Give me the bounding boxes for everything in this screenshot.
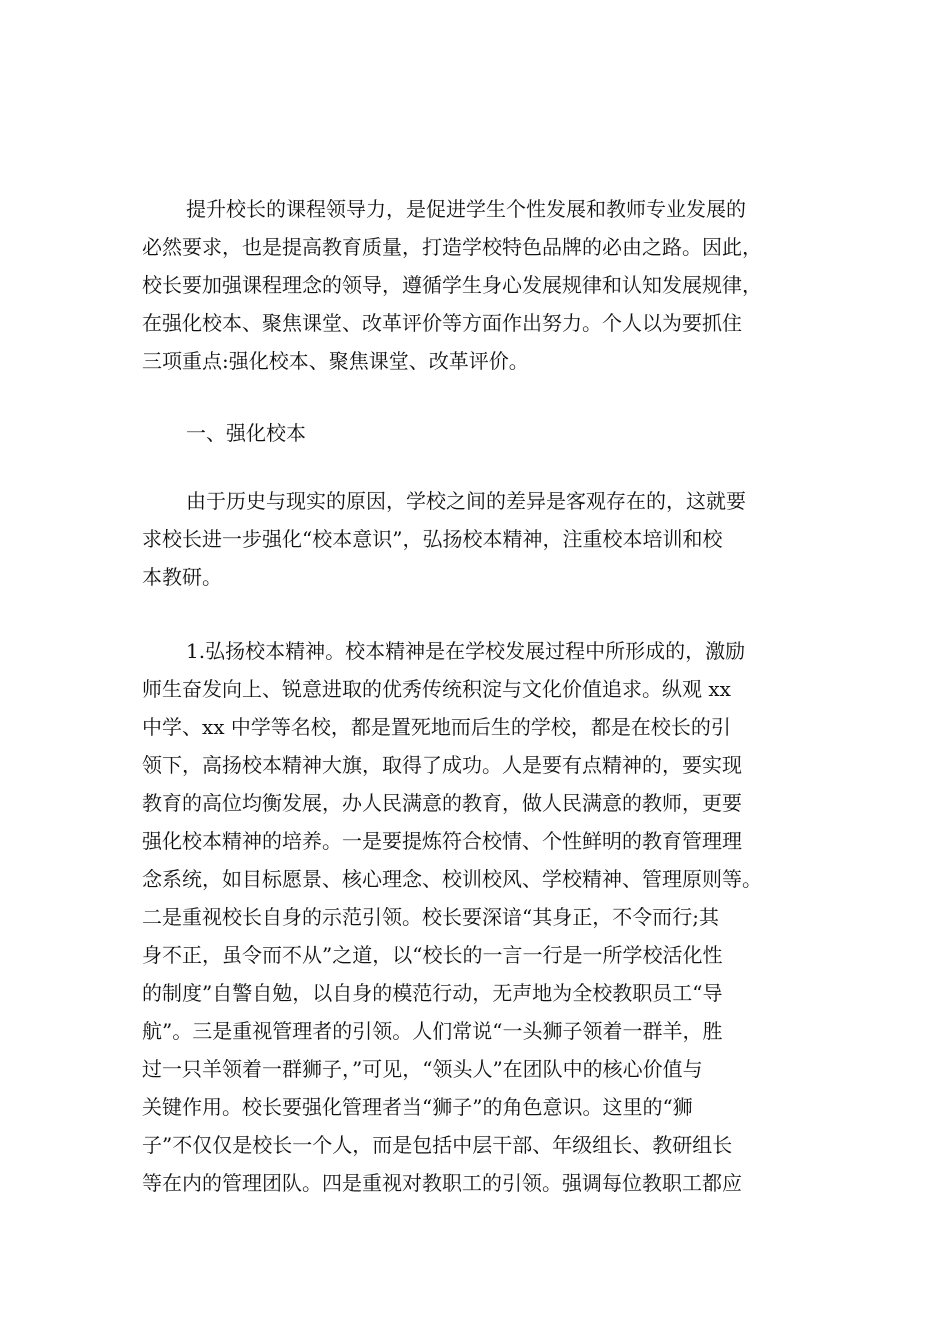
paragraph-line: 子”不仅仅是校长一个人，而是包括中层干部、年级组长、教研组长 — [142, 1133, 733, 1157]
paragraph-line: 必然要求，也是提高教育质量，打造学校特色品牌的必由之路。因此， — [142, 235, 762, 259]
paragraph-line: 过一只羊领着一群狮子，”可见，“领头人”在团队中的核心价值与 — [142, 1057, 703, 1081]
paragraph-line: 念系统，如目标愿景、核心理念、校训校风、学校精神、管理原则等。 — [142, 867, 762, 891]
paragraph-line: 由于历史与现实的原因，学校之间的差异是客观存在的，这就要 — [186, 489, 746, 513]
paragraph-line: 关键作用。校长要强化管理者当“狮子”的角色意识。这里的“狮 — [142, 1095, 693, 1119]
paragraph-line: 身不正，虽令而不从”之道，以“校长的一言一行是一所学校活化性 — [142, 943, 723, 967]
item-1-paragraph — [142, 632, 818, 1202]
paragraph-line: 本教研。 — [142, 565, 222, 589]
paragraph-line: 中学、xx 中学等名校，都是置死地而后生的学校，都是在校长的引 — [142, 715, 731, 739]
paragraph-line: 教育的高位均衡发展，办人民满意的教育，做人民满意的教师，更要 — [142, 791, 742, 815]
paragraph-line: 三项重点:强化校本、聚焦课堂、改革评价。 — [142, 349, 529, 373]
paragraph-line: 二是重视校长自身的示范引领。校长要深谙“其身正，不令而行;其 — [142, 905, 719, 929]
paragraph-line: 校长要加强课程理念的领导，遵循学生身心发展规律和认知发展规律， — [142, 273, 762, 297]
intro-paragraph — [142, 190, 818, 380]
section-intro-paragraph — [142, 482, 818, 596]
paragraph-line: 提升校长的课程领导力，是促进学生个性发展和教师专业发展的 — [186, 197, 746, 221]
paragraph-line: 等在内的管理团队。四是重视对教职工的引领。强调每位教职工都应 — [142, 1171, 742, 1195]
paragraph-line: 的制度”自警自勉，以自身的模范行动，无声地为全校教职员工“导 — [142, 981, 723, 1005]
paragraph-line: 在强化校本、聚焦课堂、改革评价等方面作出努力。个人以为要抓住 — [142, 311, 742, 335]
paragraph-line: 领下，高扬校本精神大旗，取得了成功。人是要有点精神的，要实现 — [142, 753, 742, 777]
paragraph-line: 航”。三是重视管理者的引领。人们常说“一头狮子领着一群羊，胜 — [142, 1019, 723, 1043]
paragraph-line: 求校长进一步强化“校本意识”，弘扬校本精神，注重校本培训和校 — [142, 527, 723, 551]
paragraph-line: 强化校本精神的培养。一是要提炼符合校情、个性鲜明的教育管理理 — [142, 829, 742, 853]
section-heading — [142, 414, 818, 452]
heading-text: 一、强化校本 — [186, 421, 306, 445]
paragraph-line: 师生奋发向上、锐意进取的优秀传统积淀与文化价值追求。纵观 xx — [142, 677, 731, 701]
paragraph-line: 1.弘扬校本精神。校本精神是在学校发展过程中所形成的，激励 — [186, 639, 746, 663]
